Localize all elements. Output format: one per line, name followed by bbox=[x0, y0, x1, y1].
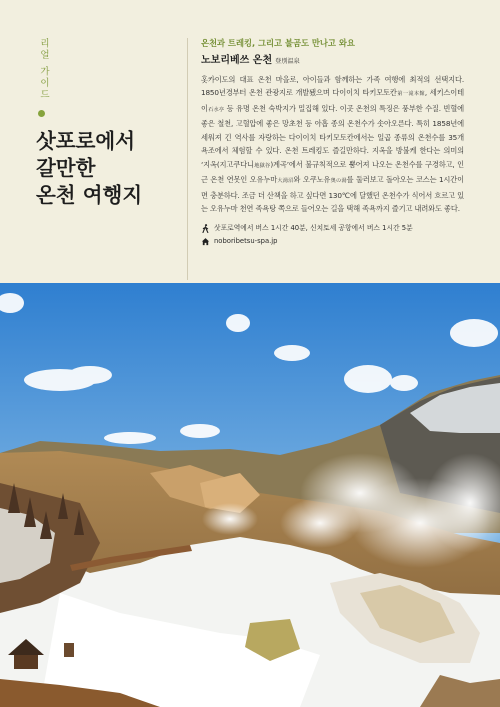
info-block bbox=[201, 222, 464, 248]
body-text-segment: 와 오쿠노유 bbox=[293, 175, 331, 185]
article-heading-ko: 노보리베쓰 온천 bbox=[201, 55, 273, 66]
home-icon bbox=[201, 237, 210, 246]
body-text-segment: )계곡’에서 불규칙적으로 뿜어져 나오는 온천수를 구경하고, 인근 온천 연못인 오유누마 bbox=[201, 159, 464, 185]
body-text-japanese: 地獄谷 bbox=[253, 162, 271, 169]
page-title-line: 삿포로에서 bbox=[36, 129, 136, 153]
body-text-segment: 홋카이도의 대표 온천 마을로, 아이들과 함께하는 가족 여행에 최적의 선택지다. 1850년경부터 온천 관광지로 개발됐으며 다이이치 타키모토칸 bbox=[201, 75, 464, 98]
article-body bbox=[201, 73, 464, 216]
section-label: 리얼 가이드 bbox=[38, 38, 49, 101]
article bbox=[201, 38, 464, 248]
walking-person-icon bbox=[201, 224, 210, 233]
jigokudani-valley-photo bbox=[0, 283, 500, 707]
body-text-segment: 등 유명 온천 숙박지가 밀집해 있다. 이곳 온천의 특징은 풍부한 수질. 빈혈에 좋은 철천, 고혈압에 좋은 망초천 등 아홉 종의 온천수가 솟아오른다. 특히 1858년에 세워져 긴 역사를 자랑하는 다이이치 타키모토칸에서는 일곱 종류의 온천수를 35개 욕조에서 체험할 수 있다. 온천 트레킹도 즐길만하다. 지옥을 방불케 한다는 의미의 ‘지옥(지고쿠다니 bbox=[201, 103, 464, 169]
page-title-line: 갈만한 bbox=[36, 156, 96, 180]
sidebar bbox=[0, 0, 178, 283]
website-row bbox=[201, 235, 464, 248]
article-heading bbox=[201, 51, 464, 67]
access-text: 삿포로역에서 버스 1시간 40분, 신치토세 공항에서 버스 1시간 5분 bbox=[214, 223, 413, 232]
body-text-japanese: 石水亭 bbox=[207, 106, 225, 113]
article-subtitle: 온천과 트레킹, 그리고 불곰도 만나고 와요 bbox=[201, 38, 355, 48]
body-text-japanese: 大湯沼 bbox=[277, 178, 294, 185]
body-text-segment: , 세키스이테이 bbox=[201, 88, 464, 113]
page-title bbox=[36, 128, 176, 209]
section-dot-icon bbox=[38, 110, 45, 117]
body-text-japanese: 奥の湯 bbox=[330, 178, 347, 185]
column-divider bbox=[187, 38, 188, 280]
website-link[interactable]: noboribetsu-spa.jp bbox=[214, 236, 278, 245]
page-title-line: 온천 여행지 bbox=[36, 183, 143, 207]
body-text-segment: 를 둘러보고 돌아오는 코스는 1시간이면 충분하다. 조금 더 산책을 하고 싶다면 130℃에 달했던 온천수가 식어서 흐르고 있는 오유누마 천연 족욕탕 쪽으로 들어오는 길을 택해 족욕까지 즐기고 내려와도 좋다. bbox=[201, 175, 464, 214]
body-text-japanese: 第一滝本館 bbox=[396, 91, 425, 98]
article-heading-jp: 登別温泉 bbox=[275, 58, 300, 65]
access-row bbox=[201, 222, 464, 235]
